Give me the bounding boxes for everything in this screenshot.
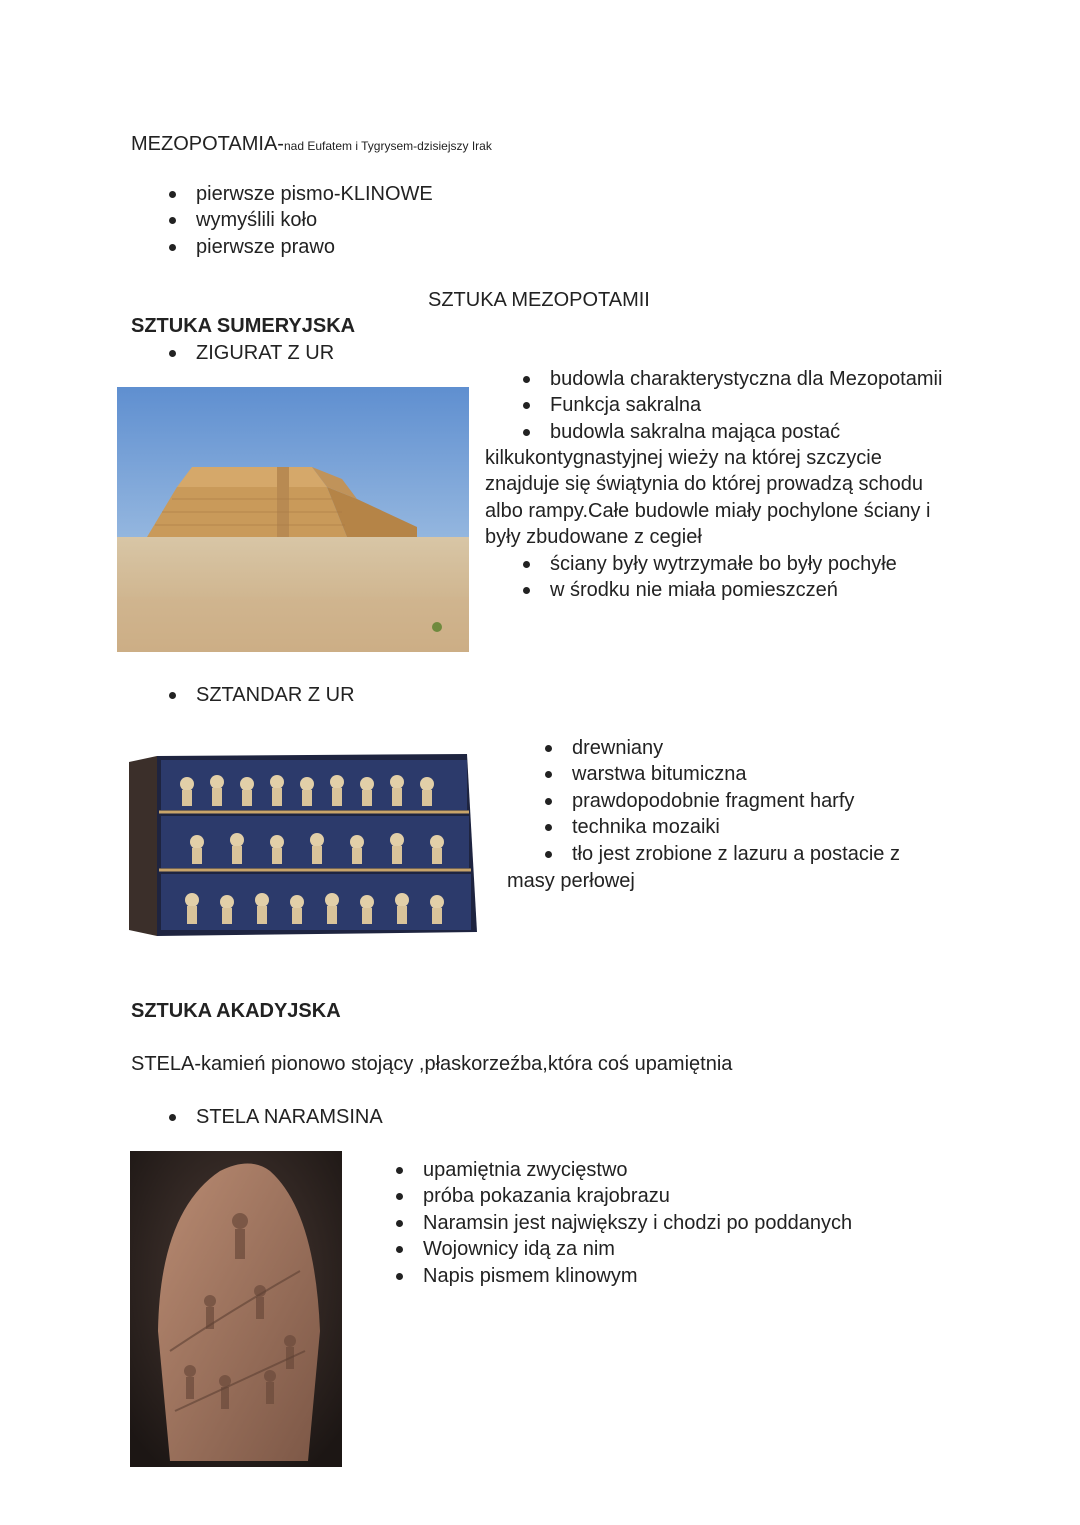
list-item: ściany były wytrzymałe bo były pochyłe: [550, 551, 897, 577]
intro-subtitle: nad Eufatem i Tygrysem-dzisiejszy Irak: [283, 139, 492, 153]
list-item: budowla charakterystyczna dla Mezopotamii: [550, 366, 942, 392]
standard-title: SZTANDAR Z UR: [196, 682, 355, 708]
list-item: Napis pismem klinowym: [423, 1263, 852, 1289]
intro-bullet-list: [196, 181, 433, 260]
ziggurat-bullets-bottom: [550, 551, 897, 604]
list-item: upamiętnia zwycięstwo: [423, 1157, 852, 1183]
standard-bullets: [572, 735, 900, 867]
list-item: warstwa bitumiczna: [572, 761, 900, 787]
ziggurat-paragraph: [485, 445, 930, 551]
standard-of-ur-photo: [127, 752, 479, 940]
list-item: Naramsin jest największy i chodzi po poddanych: [423, 1210, 852, 1236]
paragraph-line: znajduje się świątynia do której prowadzą schodu: [485, 473, 924, 496]
intro-title-line: [131, 131, 492, 159]
list-item: drewniany: [572, 735, 900, 761]
stele-title: STELA NARAMSINA: [196, 1104, 383, 1130]
list-item: pierwsze prawo: [196, 234, 433, 260]
standard-continuation: masy perłowej: [507, 870, 635, 892]
section-heading-sumerian: SZTUKA SUMERYJSKA: [131, 315, 356, 337]
section-heading-akkadian: SZTUKA AKADYJSKA: [131, 1000, 341, 1022]
paragraph-line: były zbudowane z cegieł: [485, 526, 702, 549]
list-item: technika mozaiki: [572, 814, 900, 840]
ziggurat-title: ZIGURAT Z UR: [196, 340, 334, 366]
list-item: wymyślili koło: [196, 207, 433, 233]
stele-title-list: [196, 1104, 383, 1130]
page-title: SZTUKA MEZOPOTAMII: [428, 289, 650, 311]
stele-bullets: [423, 1157, 852, 1289]
stele-of-naramsin-photo: [130, 1151, 342, 1467]
list-item: prawdopodobnie fragment harfy: [572, 788, 900, 814]
list-item: budowla sakralna mająca postać: [550, 419, 942, 445]
standard-title-list: [196, 682, 355, 708]
intro-title: MEZOPOTAMIA-: [131, 133, 284, 155]
list-item: tło jest zrobione z lazuru a postacie z: [572, 841, 900, 867]
ziggurat-photo: [117, 387, 469, 652]
list-item: pierwsze pismo-KLINOWE: [196, 181, 433, 207]
ziggurat-bullets-top: [550, 366, 942, 445]
paragraph-line: albo rampy.Całe budowle miały pochylone ściany i: [485, 499, 931, 522]
paragraph-line: kilkukontygnastyjnej wieży na której szczycie: [485, 447, 882, 469]
list-item: w środku nie miała pomieszczeń: [550, 577, 897, 603]
ziggurat-title-list: [196, 340, 334, 366]
stele-definition: STELA-kamień pionowo stojący ,płaskorzeźba,która coś upamiętnia: [131, 1053, 733, 1075]
list-item: Wojownicy idą za nim: [423, 1236, 852, 1262]
list-item: Funkcja sakralna: [550, 392, 942, 418]
list-item: próba pokazania krajobrazu: [423, 1183, 852, 1209]
